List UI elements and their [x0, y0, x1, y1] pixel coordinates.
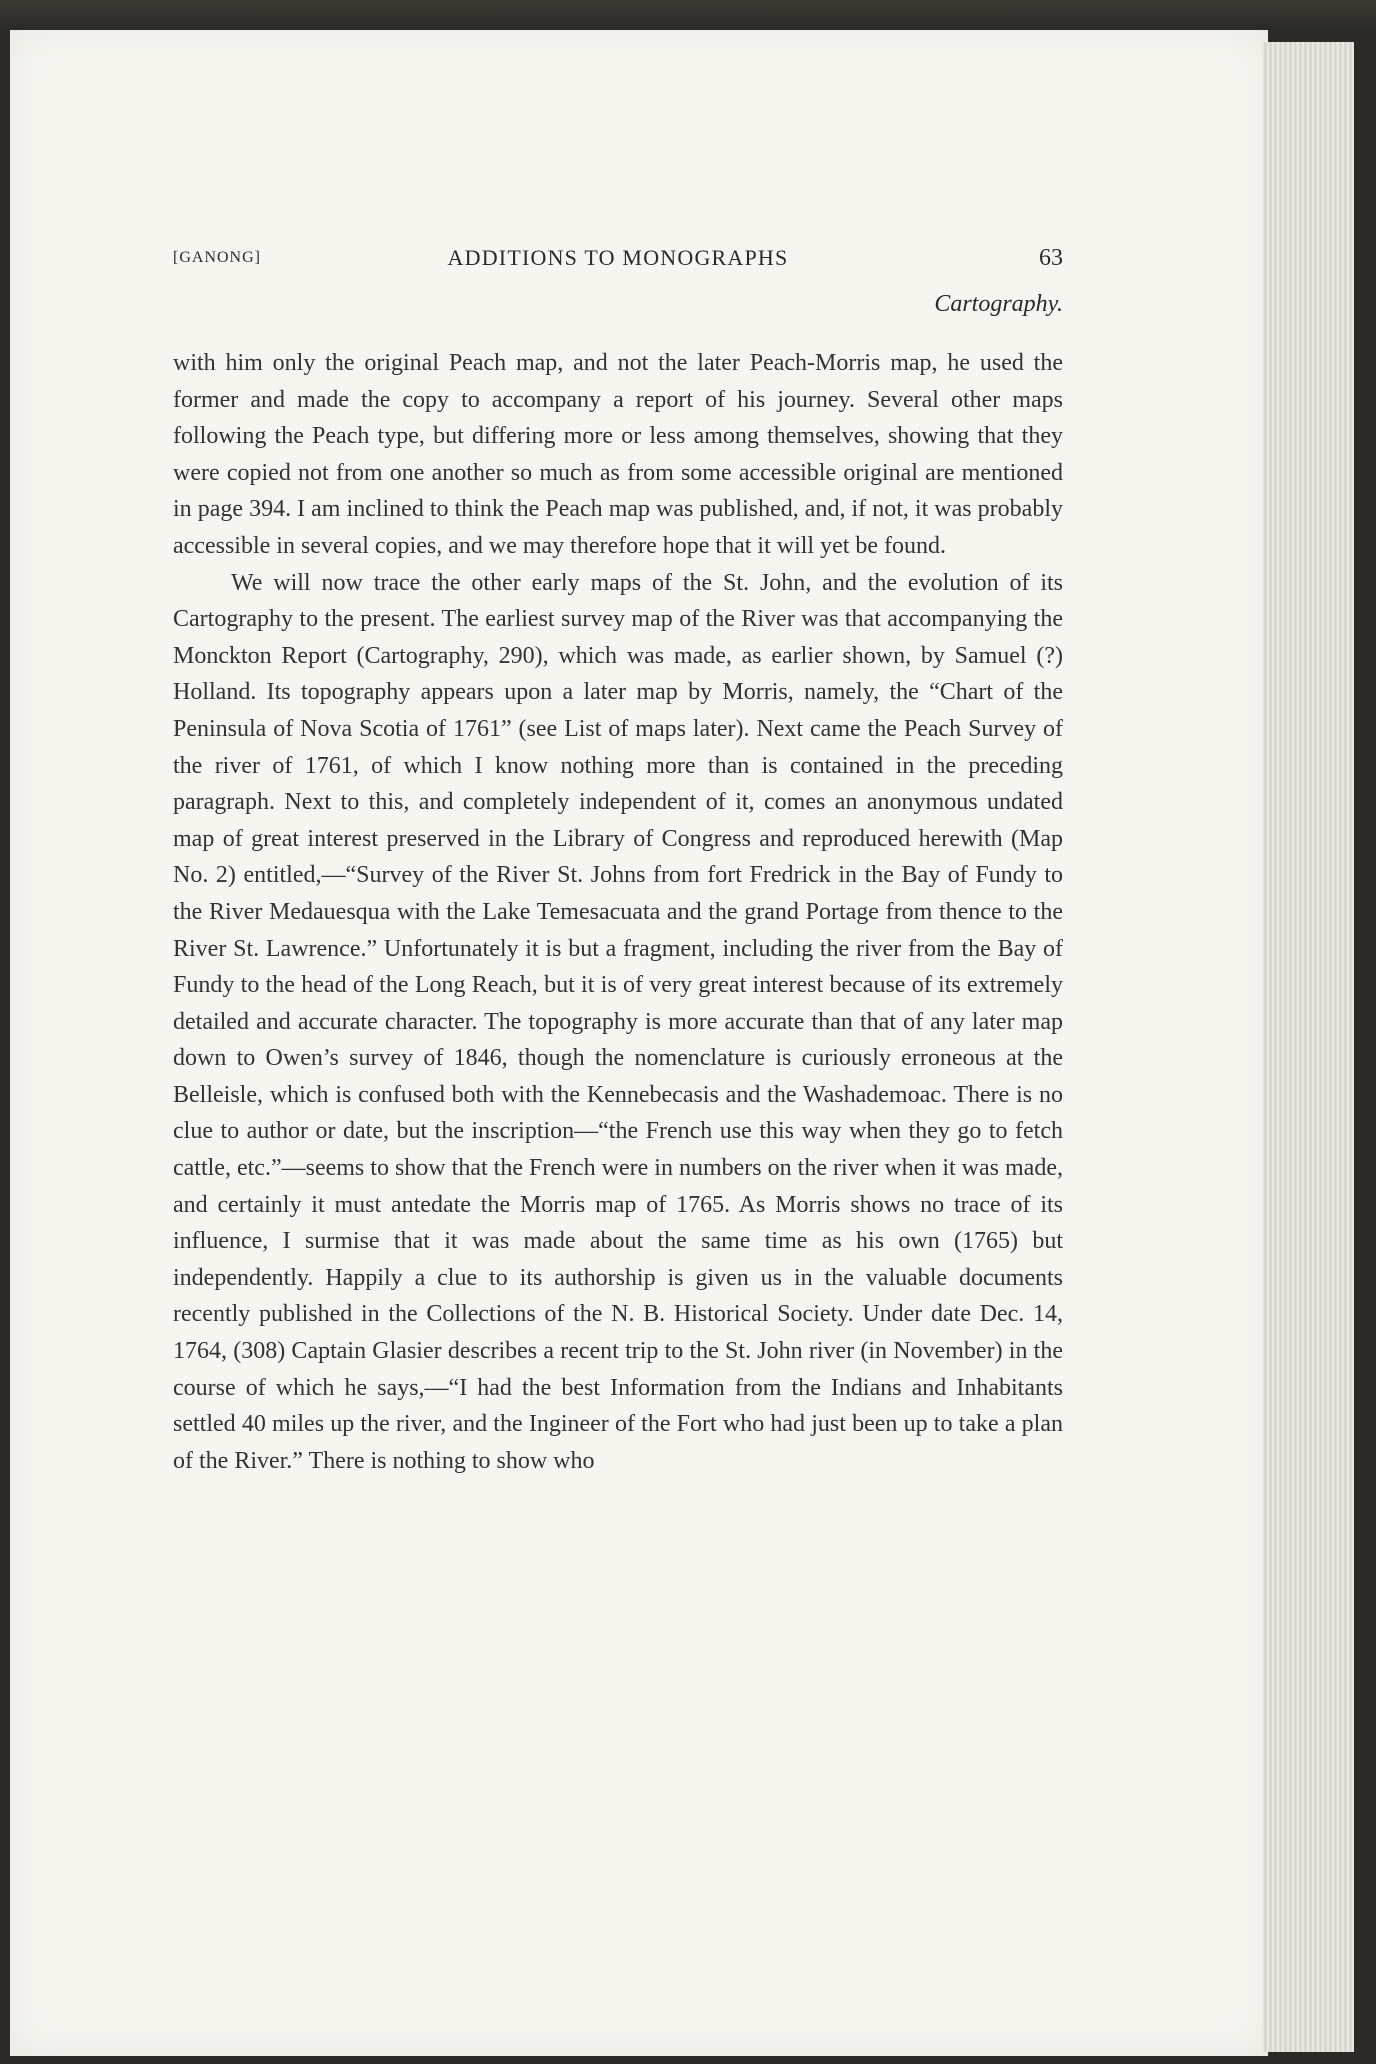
header-title: ADDITIONS TO MONOGRAPHS [447, 245, 789, 270]
page-number: 63 [1039, 245, 1063, 271]
scan-top-border [0, 0, 1376, 30]
page-edges [1262, 42, 1354, 2052]
header-author: [GANONG] [173, 249, 261, 266]
paragraph-1: with him only the original Peach map, and not the later Peach-Morris map, he used the former and made the copy to accompany a report of his journey. Several other maps following the Peach type, but differing more or less among themselves, showing that they were copied not from one another so much as from some accessible original are mentioned in page 394. I am inclined to think the Peach map was published, and, if not, it was probably accessible in several copies, and we may therefore hope that it will yet be found. [173, 350, 1063, 559]
section-label: Cartography. [934, 291, 1063, 317]
running-header [173, 245, 1063, 275]
paragraph-2: We will now trace the other early maps of the St. John, and the evolution of its Cartography to the present. The earliest survey map of the River was that accompanying the Monckton Report (Cartography, 290), which was made, as earlier shown, by Samuel (?) Holland. Its topography appears upon a later map by Morris, namely, the “Chart of the Peninsula of Nova Scotia of 1761” (see List of maps later). Next came the Peach Survey of the river of 1761, of which I know nothing more than is contained in the preceding paragraph. Next to this, and completely independent of it, comes an anonymous undated map of great interest preserved in the Library of Congress and reproduced herewith (Map No. 2) entitled,—“Survey of the River St. Johns from fort Fredrick in the Bay of Fundy to the River Medauesqua with the Lake Temesacuata and the grand Portage from thence to the River St. Lawrence.” Unfortunately it is but a fragment, including the river from the Bay of Fundy to the head of the Long Reach, but it is of very great interest because of its extremely detailed and accurate character. The topography is more accurate than that of any later map down to Owen’s survey of 1846, though the nomenclature is curiously erroneous at the Belleisle, which is confused both with the Kennebecasis and the Washademoac. There is no clue to author or date, but the inscription—“the French use this way when they go to fetch cattle, etc.”—seems to show that the French were in numbers on the river when it was made, and certainly it must antedate the Morris map of 1765. As Morris shows no trace of its influence, I surmise that it was made about the same time as his own (1765) but independently. Happily a clue to its authorship is given us in the valuable documents recently published in the Collections of the N. B. Historical Society. Under date Dec. 14, 1764, (308) Captain Glasier describes a recent trip to the St. John river (in November) in the course of which he says,—“I had the best Information from the Indians and Inhabitants settled 40 miles up the river, and the Ingineer of the Fort who had just been up to take a plan of the River.” There is nothing to show who [173, 569, 1063, 1474]
body-text [173, 345, 1063, 1479]
